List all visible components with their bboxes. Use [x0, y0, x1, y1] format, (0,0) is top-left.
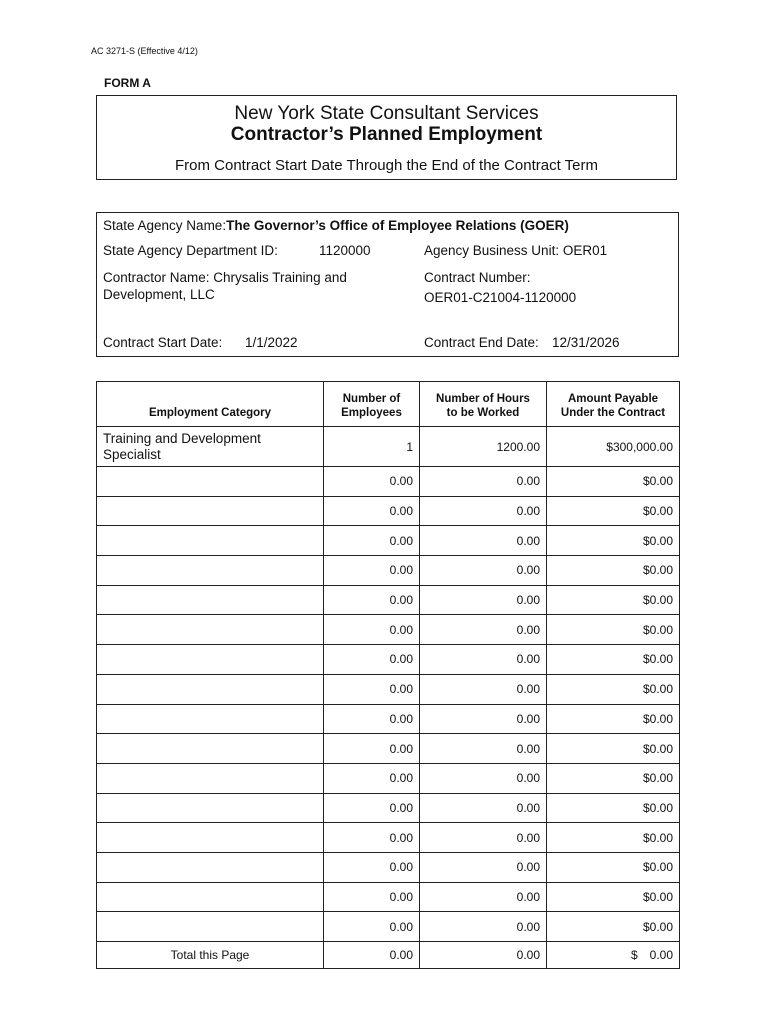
employees-cell[interactable]: 0.00	[324, 674, 420, 704]
header-hours-line1: Number of Hours	[436, 393, 530, 405]
form-label: FORM A	[104, 76, 151, 90]
category-cell[interactable]	[97, 674, 324, 704]
title-box	[96, 95, 677, 180]
total-amount-symbol: $	[631, 948, 638, 962]
hours-cell[interactable]: 0.00	[420, 615, 547, 645]
total-row	[97, 942, 680, 969]
amount-cell[interactable]: $0.00	[547, 496, 680, 526]
category-cell[interactable]	[97, 704, 324, 734]
header-hours-line2: to be Worked	[446, 407, 520, 419]
header-hours	[420, 382, 547, 427]
header-category-label: Employment Category	[148, 407, 272, 419]
header-employees-line2: Employees	[341, 407, 402, 419]
employees-cell[interactable]: 0.00	[324, 645, 420, 675]
category-cell[interactable]	[97, 882, 324, 912]
category-cell[interactable]	[97, 427, 324, 467]
amount-cell[interactable]: $0.00	[547, 823, 680, 853]
table-row	[97, 704, 680, 734]
employees-cell[interactable]: 0.00	[324, 704, 420, 734]
hours-cell[interactable]: 0.00	[420, 912, 547, 942]
dept-id-value[interactable]: 1120000	[319, 243, 371, 258]
category-cell[interactable]	[97, 823, 324, 853]
amount-cell[interactable]: $0.00	[547, 585, 680, 615]
amount-cell[interactable]: $0.00	[547, 615, 680, 645]
hours-cell[interactable]: 0.00	[420, 496, 547, 526]
hours-cell[interactable]: 0.00	[420, 585, 547, 615]
employees-cell[interactable]: 0.00	[324, 823, 420, 853]
hours-cell[interactable]: 0.00	[420, 674, 547, 704]
category-cell[interactable]	[97, 615, 324, 645]
amount-cell[interactable]: $0.00	[547, 734, 680, 764]
hours-cell[interactable]: 0.00	[420, 823, 547, 853]
amount-cell[interactable]: $0.00	[547, 882, 680, 912]
amount-cell[interactable]: $0.00	[547, 793, 680, 823]
contract-info-box	[96, 212, 679, 357]
form-code: AC 3271-S (Effective 4/12)	[91, 46, 198, 56]
hours-cell[interactable]: 1200.00	[420, 427, 547, 467]
employment-table	[96, 381, 680, 969]
hours-cell[interactable]: 0.00	[420, 704, 547, 734]
employees-cell[interactable]: 1	[324, 427, 420, 467]
hours-cell[interactable]: 0.00	[420, 734, 547, 764]
employees-cell[interactable]: 0.00	[324, 734, 420, 764]
header-employees	[324, 382, 420, 427]
table-row	[97, 912, 680, 942]
total-amount	[547, 942, 680, 969]
total-amount-value: 0.00	[649, 948, 673, 962]
table-row	[97, 645, 680, 675]
title-planned-employment: Contractor’s Planned Employment	[230, 124, 543, 145]
agency-name-value[interactable]: The Governor’s Office of Employee Relations (GOER)	[226, 218, 569, 233]
table-row	[97, 793, 680, 823]
table-row	[97, 496, 680, 526]
amount-cell[interactable]: $0.00	[547, 526, 680, 556]
amount-cell[interactable]: $300,000.00	[547, 427, 680, 467]
agency-name-label: State Agency Name:	[103, 218, 227, 233]
hours-cell[interactable]: 0.00	[420, 882, 547, 912]
table-header-row	[97, 382, 680, 427]
hours-cell[interactable]: 0.00	[420, 763, 547, 793]
category-cell[interactable]	[97, 912, 324, 942]
contract-number-value[interactable]: OER01-C21004-1120000	[424, 290, 577, 305]
table-row	[97, 763, 680, 793]
contractor-name-line2[interactable]: Development, LLC	[103, 287, 215, 302]
start-date-label: Contract Start Date:	[103, 335, 223, 350]
employees-cell[interactable]: 0.00	[324, 763, 420, 793]
business-unit-field[interactable]: Agency Business Unit: OER01	[424, 243, 608, 258]
category-cell[interactable]	[97, 556, 324, 586]
end-date-label: Contract End Date:	[424, 335, 539, 350]
hours-cell[interactable]: 0.00	[420, 645, 547, 675]
header-amount-line2: Under the Contract	[560, 407, 666, 419]
total-hours: 0.00	[420, 942, 547, 969]
category-cell[interactable]	[97, 467, 324, 497]
title-term-description: From Contract Start Date Through the End of the Contract Term	[175, 157, 598, 174]
amount-cell[interactable]: $0.00	[547, 704, 680, 734]
category-cell[interactable]	[97, 793, 324, 823]
table-row	[97, 556, 680, 586]
employees-cell[interactable]: 0.00	[324, 526, 420, 556]
total-label: Total this Page	[97, 942, 324, 969]
employees-cell[interactable]: 0.00	[324, 496, 420, 526]
category-cell[interactable]	[97, 763, 324, 793]
hours-cell[interactable]: 0.00	[420, 467, 547, 497]
category-cell[interactable]	[97, 496, 324, 526]
employees-cell[interactable]: 0.00	[324, 615, 420, 645]
dept-id-label: State Agency Department ID:	[103, 243, 278, 258]
header-employees-line1: Number of	[342, 393, 401, 405]
employees-cell[interactable]: 0.00	[324, 467, 420, 497]
table-row	[97, 734, 680, 764]
table-row	[97, 823, 680, 853]
hours-cell[interactable]: 0.00	[420, 556, 547, 586]
total-employees: 0.00	[324, 942, 420, 969]
category-cell[interactable]	[97, 645, 324, 675]
employees-cell[interactable]: 0.00	[324, 585, 420, 615]
header-category	[97, 382, 324, 427]
table-row	[97, 615, 680, 645]
header-amount	[547, 382, 680, 427]
category-line1: Training and Development	[103, 431, 261, 446]
category-cell[interactable]	[97, 526, 324, 556]
employees-cell[interactable]: 0.00	[324, 882, 420, 912]
hours-cell[interactable]: 0.00	[420, 793, 547, 823]
amount-cell[interactable]: $0.00	[547, 467, 680, 497]
hours-cell[interactable]: 0.00	[420, 852, 547, 882]
amount-cell[interactable]: $0.00	[547, 763, 680, 793]
employees-cell[interactable]: 0.00	[324, 556, 420, 586]
employees-cell[interactable]: 0.00	[324, 852, 420, 882]
table-row	[97, 674, 680, 704]
employees-cell[interactable]: 0.00	[324, 793, 420, 823]
table-row	[97, 467, 680, 497]
contract-number-label: Contract Number:	[424, 270, 531, 285]
category-line2: Specialist	[103, 447, 161, 462]
table-row	[97, 585, 680, 615]
header-amount-line1: Amount Payable	[567, 393, 659, 405]
table-row	[97, 882, 680, 912]
title-agency-services: New York State Consultant Services	[234, 103, 539, 124]
category-cell[interactable]	[97, 585, 324, 615]
amount-cell[interactable]: $0.00	[547, 852, 680, 882]
amount-cell[interactable]: $0.00	[547, 674, 680, 704]
start-date-value[interactable]: 1/1/2022	[245, 335, 298, 350]
amount-cell[interactable]: $0.00	[547, 912, 680, 942]
end-date-value[interactable]: 12/31/2026	[552, 335, 620, 350]
category-cell[interactable]	[97, 734, 324, 764]
category-cell[interactable]	[97, 852, 324, 882]
amount-cell[interactable]: $0.00	[547, 556, 680, 586]
table-row	[97, 852, 680, 882]
amount-cell[interactable]: $0.00	[547, 645, 680, 675]
agency-name-field	[103, 218, 569, 233]
hours-cell[interactable]: 0.00	[420, 526, 547, 556]
table-row	[97, 427, 680, 467]
employees-cell[interactable]: 0.00	[324, 912, 420, 942]
table-row	[97, 526, 680, 556]
contractor-name-line1[interactable]: Contractor Name: Chrysalis Training and	[103, 270, 347, 285]
